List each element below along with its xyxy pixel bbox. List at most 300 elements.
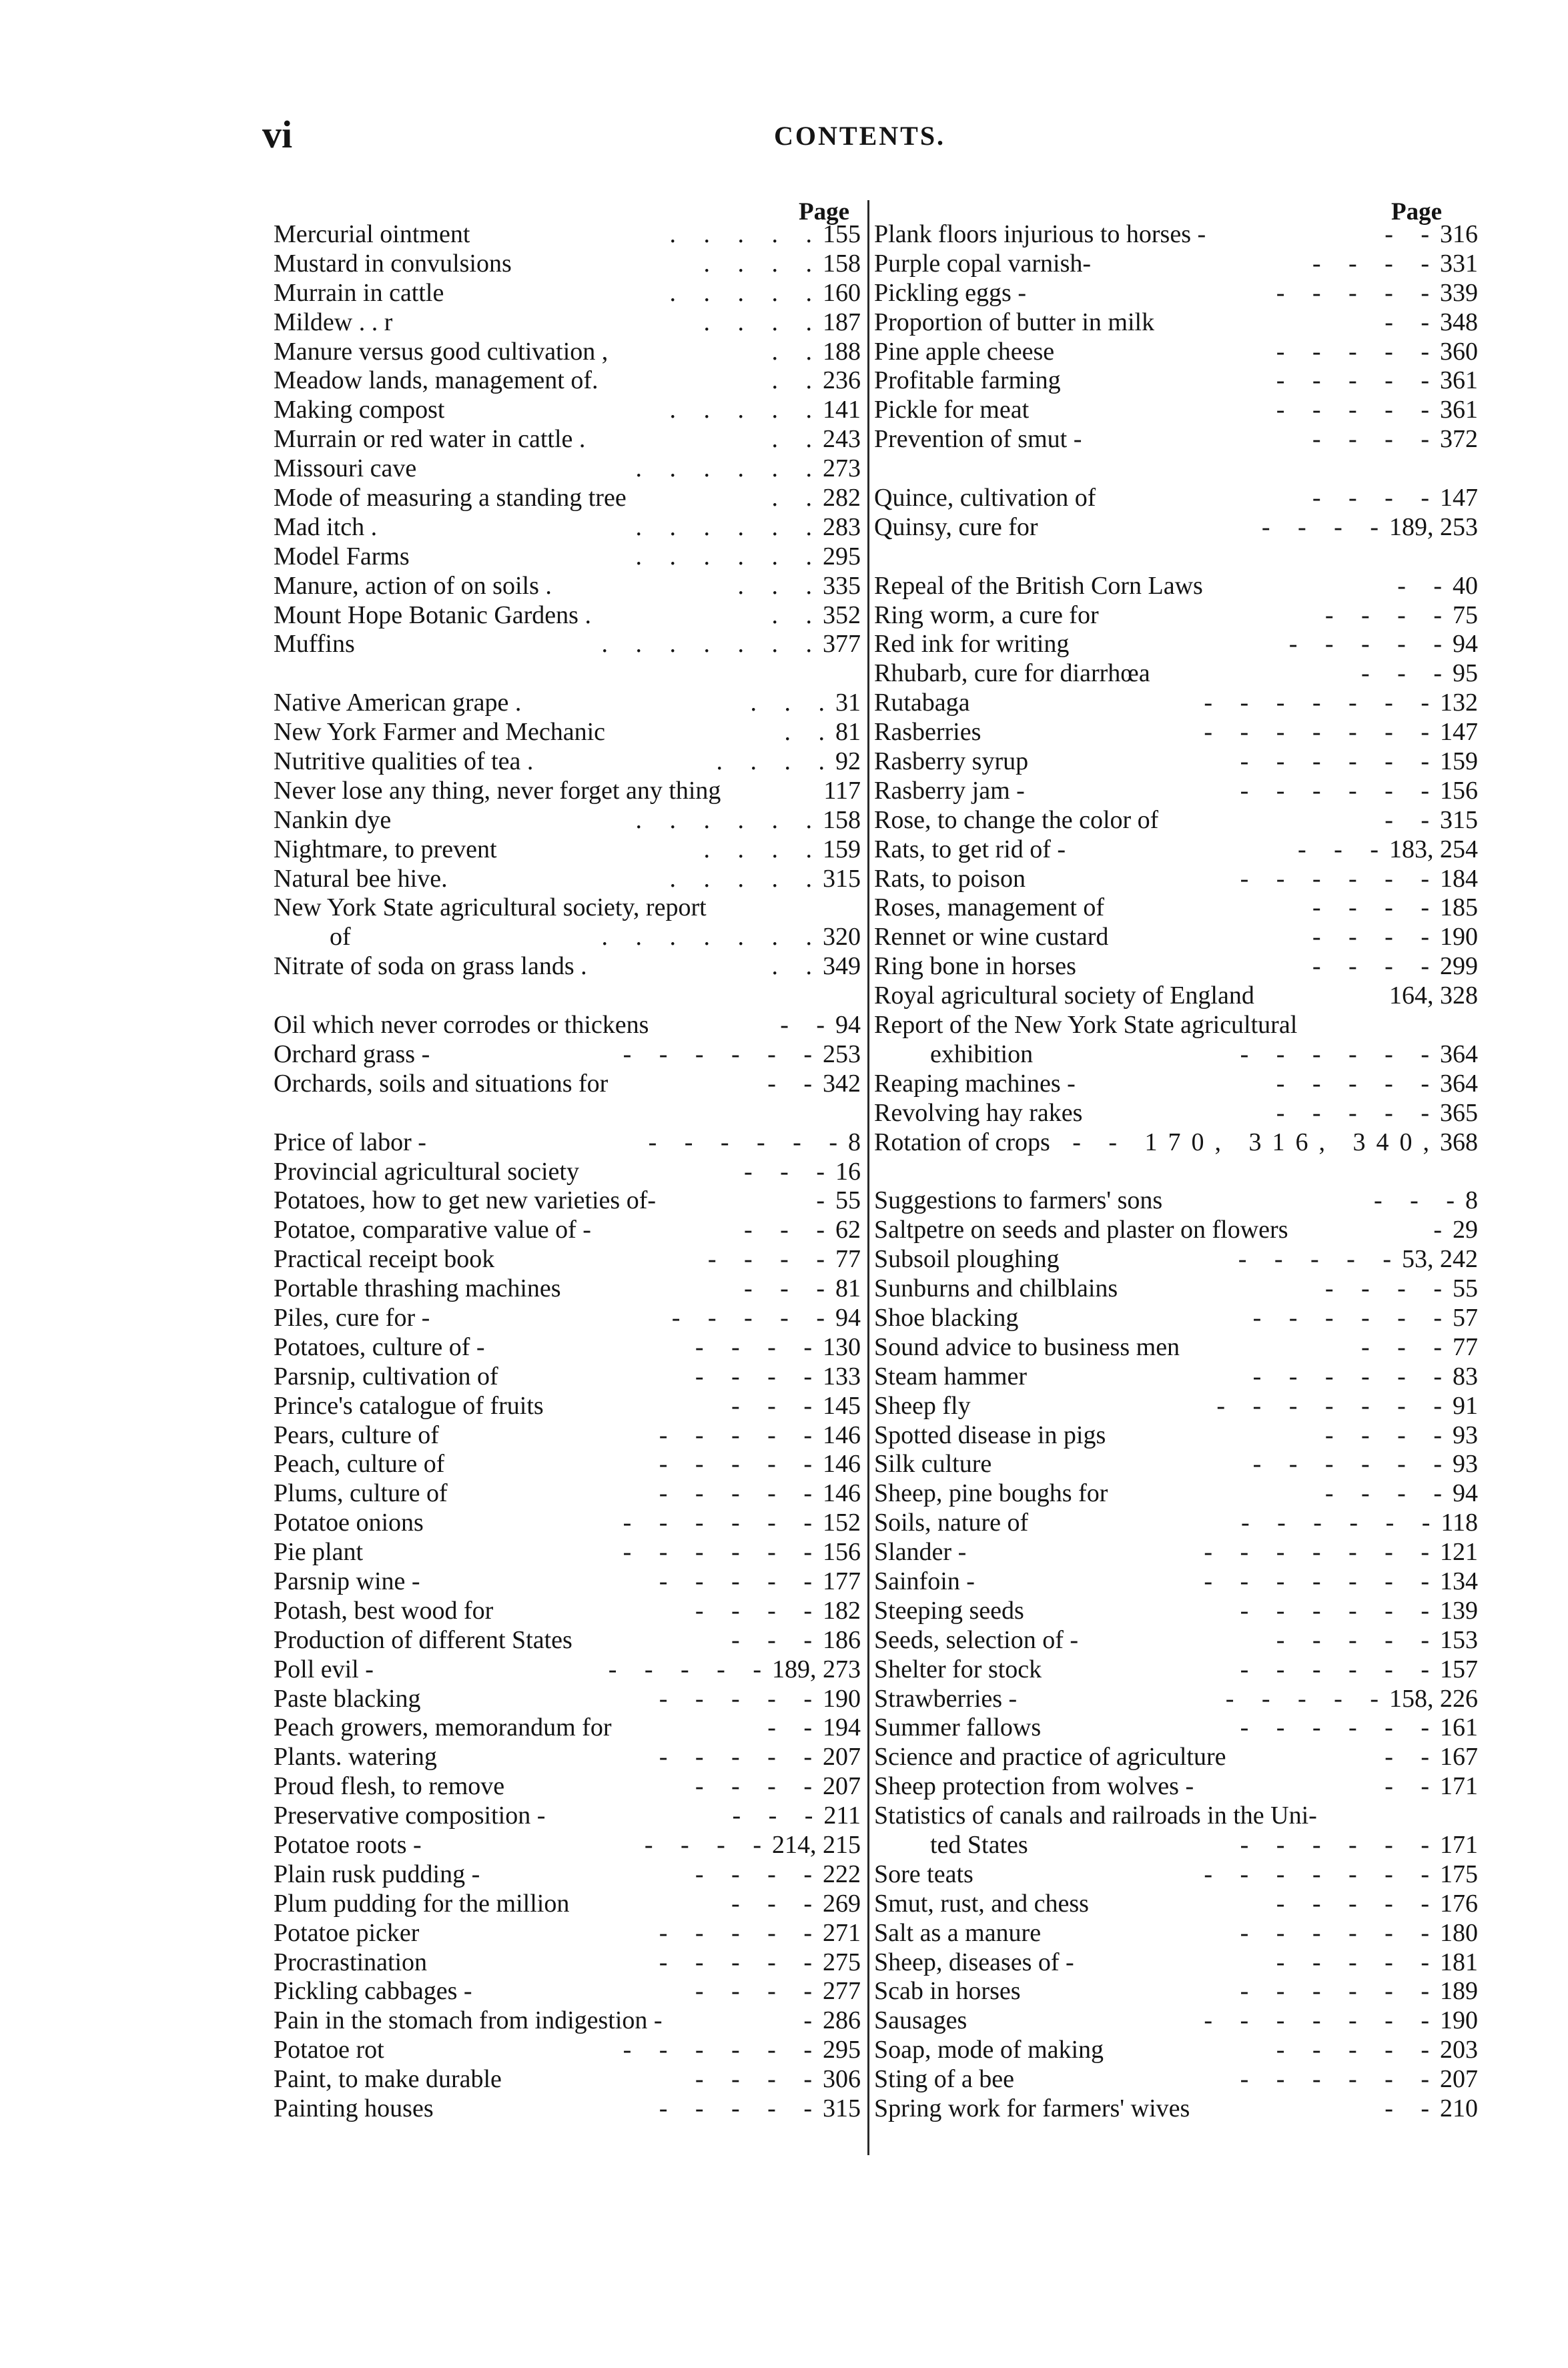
index-entry	[874, 425, 1478, 454]
entry-leader: - - - - - -	[1240, 1918, 1440, 1947]
index-entry	[274, 220, 861, 250]
index-entry	[274, 484, 861, 513]
index-entry	[874, 1011, 1478, 1040]
index-entry	[874, 279, 1478, 308]
entry-page-number: 315	[1440, 805, 1478, 834]
entry-leader: - - - - - - -	[1204, 1567, 1440, 1595]
entry-leader: - - - -	[1261, 512, 1389, 541]
index-entry	[874, 1216, 1478, 1245]
entry-label: Manure, action of on soils .	[274, 571, 552, 600]
entry-label: Making compost	[274, 396, 445, 424]
index-entry	[874, 2065, 1478, 2094]
entry-leader: - -	[1385, 805, 1440, 834]
entry-page-number: 95	[1453, 659, 1478, 688]
entry-page-number: 29	[1453, 1216, 1478, 1244]
index-entry	[874, 1186, 1478, 1216]
entry-label: Prince's catalogue of fruits	[274, 1391, 544, 1420]
index-entry	[874, 718, 1478, 747]
index-entry	[874, 2006, 1478, 2036]
entry-page-number: 282	[823, 484, 861, 512]
entry-label: Rats, to get rid of -	[874, 835, 1066, 863]
entry-label: Ring worm, a cure for	[874, 601, 1099, 629]
entry-page-number: 158	[823, 805, 861, 834]
entry-label: Mount Hope Botanic Gardens .	[274, 601, 591, 629]
entry-page-number: 315	[823, 2094, 861, 2122]
entry-label: Shelter for stock	[874, 1655, 1042, 1683]
entry-leader: - - - - - -	[623, 2036, 823, 2064]
entry-leader: - - - - -	[1225, 1684, 1389, 1713]
entry-label: Steam hammer	[874, 1362, 1027, 1391]
entry-leader: . . . .	[703, 308, 823, 336]
entry-leader: . . . . . . .	[601, 630, 823, 659]
index-entry	[874, 484, 1478, 513]
entry-page-number: 161	[1440, 1713, 1478, 1742]
entry-label: Profitable farming	[874, 366, 1061, 395]
entry-label: Summer fallows	[874, 1713, 1042, 1742]
entry-leader: - - - - -	[1276, 366, 1440, 395]
index-entry	[274, 1919, 861, 1948]
entry-leader: - - 170, 316, 340,	[1072, 1128, 1440, 1156]
index-entry	[874, 659, 1478, 689]
index-entry	[274, 1304, 861, 1333]
entry-label: Paste blacking	[274, 1684, 421, 1713]
index-entry	[874, 1333, 1478, 1362]
index-entry	[874, 513, 1478, 542]
index-entry	[874, 1362, 1478, 1392]
entry-label: Plants. watering	[274, 1743, 437, 1771]
entry-label: Subsoil ploughing	[874, 1245, 1060, 1274]
entry-leader: - - - - -	[1276, 2036, 1440, 2064]
index-entry	[874, 1948, 1478, 1978]
entry-label: Soap, mode of making	[874, 2036, 1104, 2064]
entry-label: Mode of measuring a standing tree	[274, 484, 627, 512]
entry-page-number: 211	[823, 1802, 861, 1830]
entry-page-number: 184	[1440, 864, 1478, 893]
entry-label: Parsnip, cultivation of	[274, 1362, 498, 1391]
entry-leader: - - - -	[1312, 484, 1440, 512]
entry-page-number: 253	[823, 1040, 861, 1068]
entry-leader: - - - - - -	[1240, 1040, 1440, 1068]
index-entry	[274, 1362, 861, 1392]
index-entry	[874, 1802, 1478, 1831]
index-entry	[874, 1509, 1478, 1538]
entry-label: Rasberry jam -	[874, 776, 1025, 805]
entry-leader: - -	[1385, 308, 1440, 336]
index-entry	[274, 1158, 861, 1187]
index-entry	[274, 630, 861, 659]
entry-leader: - - - -	[1312, 952, 1440, 981]
index-entry	[874, 250, 1478, 279]
entry-page-number: 360	[1440, 337, 1478, 366]
index-entry	[274, 1479, 861, 1509]
entry-page-number: 93	[1453, 1450, 1478, 1479]
entry-leader: - - - - - -	[1240, 1830, 1440, 1859]
entry-label: Reaping machines -	[874, 1069, 1076, 1098]
entry-leader: - - - - -	[1276, 1625, 1440, 1654]
entry-label: Revolving hay rakes	[874, 1098, 1083, 1127]
entry-label: Price of labor -	[274, 1128, 426, 1156]
entry-label: Plum pudding for the million	[274, 1889, 570, 1918]
entry-label: Suggestions to farmers' sons	[874, 1186, 1163, 1215]
entry-page-number: 134	[1440, 1567, 1478, 1595]
entry-label: Smut, rust, and chess	[874, 1889, 1089, 1918]
index-entry	[874, 542, 1478, 572]
entry-page-number: 167	[1440, 1743, 1478, 1771]
index-entry	[274, 1274, 861, 1304]
entry-leader: - - - - -	[671, 1303, 835, 1332]
entry-leader: - - - - -	[659, 1743, 823, 1771]
entry-page-number: 187	[823, 308, 861, 336]
entry-label: Sunburns and chilblains	[874, 1274, 1118, 1303]
entry-leader: - - - - -	[1276, 1889, 1440, 1918]
entry-label: Strawberries -	[874, 1684, 1018, 1713]
entry-page-number: 210	[1440, 2094, 1478, 2122]
entry-label: Native American grape .	[274, 689, 522, 717]
entry-label: Poll evil -	[274, 1655, 374, 1683]
entry-page-number: 190	[823, 1684, 861, 1713]
entry-leader: - - - -	[695, 1860, 823, 1888]
entry-leader: - - - - - -	[648, 1128, 848, 1156]
entry-page-number: 183, 254	[1389, 835, 1478, 863]
entry-label: Oil which never corrodes or thickens	[274, 1011, 649, 1040]
index-entry	[874, 923, 1478, 952]
entry-leader: - - - -	[695, 2065, 823, 2094]
index-entry	[874, 893, 1478, 923]
index-entry	[274, 1245, 861, 1274]
entry-page-number: 53, 242	[1402, 1245, 1478, 1274]
entry-leader: - - -	[731, 1889, 823, 1918]
entry-label: Spring work for farmers' wives	[874, 2094, 1190, 2122]
entry-leader: - - - -	[1312, 249, 1440, 278]
index-entry	[274, 2036, 861, 2065]
entry-page-number: 177	[823, 1567, 861, 1595]
index-entry	[274, 1538, 861, 1567]
index-entry	[874, 1070, 1478, 1099]
index-entry	[274, 952, 861, 981]
entry-label: Proud flesh, to remove	[274, 1772, 505, 1801]
entry-page-number: 283	[823, 512, 861, 541]
entry-leader: - - -	[744, 1216, 835, 1244]
entry-label: Rats, to poison	[874, 864, 1026, 893]
index-entry	[274, 1713, 861, 1743]
entry-leader: - - - - - -	[623, 1538, 823, 1567]
entry-label: Repeal of the British Corn Laws	[874, 571, 1203, 600]
entry-page-number: 93	[1453, 1421, 1478, 1449]
index-entry	[274, 1685, 861, 1714]
entry-page-number: 94	[835, 1303, 861, 1332]
index-entry	[874, 1597, 1478, 1626]
entry-label: Production of different States	[274, 1625, 572, 1654]
entry-leader: . . . . . . .	[601, 923, 823, 951]
index-entry	[874, 1919, 1478, 1948]
entry-leader: - - - - -	[1238, 1245, 1402, 1274]
index-entry	[874, 220, 1478, 250]
entry-label: Seeds, selection of -	[874, 1625, 1079, 1654]
index-entry	[274, 923, 861, 952]
entry-page-number: 155	[823, 220, 861, 248]
entry-leader: . . . . . .	[635, 542, 823, 570]
index-entry	[874, 338, 1478, 367]
entry-page-number: 75	[1453, 601, 1478, 629]
entry-page-number: 91	[1453, 1391, 1478, 1420]
entry-leader: . .	[771, 425, 823, 454]
entry-leader: - - - - - -	[1240, 747, 1440, 776]
entry-label: Nutritive qualities of tea .	[274, 747, 534, 776]
entry-leader: - - - - - -	[623, 1040, 823, 1068]
entry-leader: - - - -	[695, 1977, 823, 2006]
entry-leader: - -	[767, 1069, 823, 1098]
index-entry	[874, 2094, 1478, 2124]
index-entry	[274, 308, 861, 338]
index-entry	[874, 1626, 1478, 1655]
entry-label: Pickling cabbages -	[274, 1977, 472, 2006]
entry-leader: - -	[1385, 1743, 1440, 1771]
entry-page-number: 164, 328	[1389, 981, 1478, 1010]
index-entry	[874, 1274, 1478, 1304]
index-entry	[874, 1538, 1478, 1567]
entry-page-number: 145	[823, 1391, 861, 1420]
entry-label: Rhubarb, cure for diarrhœa	[874, 659, 1150, 688]
index-entry	[274, 513, 861, 542]
entry-page-number: 295	[823, 2036, 861, 2064]
entry-label: Rennet or wine custard	[874, 923, 1109, 951]
entry-leader: - - - -	[695, 1362, 823, 1391]
entry-leader: - - - - -	[1276, 396, 1440, 424]
index-entry	[874, 1479, 1478, 1509]
entry-page-number: 295	[823, 542, 861, 570]
index-entry	[874, 454, 1478, 484]
entry-label: Nightmare, to prevent	[274, 835, 497, 863]
entry-page-number: 153	[1440, 1625, 1478, 1654]
entry-page-number: 335	[823, 571, 861, 600]
entry-page-number: 117	[823, 776, 861, 805]
entry-page-number: 207	[823, 1743, 861, 1771]
entry-leader: - - - - - -	[1252, 1362, 1453, 1391]
entry-leader: - - - - - - -	[1204, 1860, 1440, 1888]
entry-leader: - - - -	[695, 1772, 823, 1801]
entry-page-number: 83	[1453, 1362, 1478, 1391]
index-entry	[874, 1685, 1478, 1714]
entry-leader: . .	[771, 337, 823, 366]
entry-leader: - - - - - -	[1240, 1596, 1440, 1625]
entry-leader: - - - -	[1324, 1479, 1453, 1508]
index-entry	[274, 1567, 861, 1597]
index-entry	[274, 1655, 861, 1685]
entry-leader: - - - - -	[659, 1450, 823, 1479]
entry-label: Potatoe rot	[274, 2036, 384, 2064]
entry-label: Pears, culture of	[274, 1421, 439, 1449]
entry-page-number: 271	[823, 1918, 861, 1947]
entry-label: Pie plant	[274, 1538, 364, 1567]
index-entry	[274, 1099, 861, 1128]
entry-leader: - - -	[1298, 835, 1389, 863]
entry-page-number: 185	[1440, 893, 1478, 922]
index-entry	[274, 1333, 861, 1362]
entry-label: Sting of a bee	[874, 2065, 1015, 2094]
entry-page-number: 377	[823, 630, 861, 659]
entry-leader: - - - - -	[659, 1684, 823, 1713]
entry-label: Slander -	[874, 1538, 967, 1567]
entry-leader: . . . . .	[669, 396, 823, 424]
entry-leader: - -	[1385, 1772, 1440, 1801]
index-entry	[274, 1802, 861, 1831]
index-entry	[274, 835, 861, 865]
entry-page-number: 159	[1440, 747, 1478, 776]
entry-label: Science and practice of agriculture	[874, 1743, 1226, 1771]
column-divider	[867, 200, 869, 2155]
entry-leader: - - - - - -	[1240, 2065, 1440, 2094]
index-entry	[274, 425, 861, 454]
entry-page-number: 8	[1465, 1186, 1478, 1215]
entry-label: Sore teats	[874, 1860, 973, 1888]
index-entry	[874, 777, 1478, 806]
index-entry	[874, 835, 1478, 865]
entry-label: Manure versus good cultivation ,	[274, 337, 609, 366]
entry-page-number: 8	[848, 1128, 861, 1156]
entry-page-number: 121	[1440, 1538, 1478, 1567]
entry-page-number: 372	[1440, 425, 1478, 454]
index-entry	[274, 2094, 861, 2124]
entry-page-number: 139	[1440, 1596, 1478, 1625]
index-entry	[274, 338, 861, 367]
entry-page-number: 62	[835, 1216, 861, 1244]
entry-page-number: 156	[823, 1538, 861, 1567]
page-title: CONTENTS.	[774, 121, 946, 151]
entry-page-number: 243	[823, 425, 861, 454]
entry-label: New York Farmer and Mechanic	[274, 718, 606, 747]
entry-label: Quinsy, cure for	[874, 512, 1038, 541]
entry-leader: . . . .	[716, 747, 835, 776]
entry-leader: - - - - -	[1276, 337, 1440, 366]
entry-label: Salt as a manure	[874, 1918, 1042, 1947]
entry-label: Peach, culture of	[274, 1450, 445, 1479]
entry-label: Rutabaga	[874, 689, 970, 717]
entry-label: Potatoe, comparative value of -	[274, 1216, 591, 1244]
entry-leader: - - - - -	[1276, 278, 1440, 307]
entry-leader: - - - -	[1312, 923, 1440, 951]
entry-leader: . .	[771, 952, 823, 981]
entry-leader: - - - - - -	[1240, 1655, 1440, 1683]
entry-label: Sheep, diseases of -	[874, 1948, 1074, 1976]
entry-leader: . . . . . .	[635, 805, 823, 834]
entry-label: Proportion of butter in milk	[874, 308, 1155, 336]
index-entry	[874, 747, 1478, 777]
index-entry	[874, 1421, 1478, 1451]
entry-label: Mercurial ointment	[274, 220, 470, 248]
entry-page-number: 320	[823, 923, 861, 951]
entry-label: Royal agricultural society of England	[874, 981, 1254, 1010]
index-entry	[274, 1216, 861, 1245]
left-page-column-header: Page	[799, 198, 850, 226]
entry-leader: - - - - -	[659, 1918, 823, 1947]
entry-page-number: 190	[1440, 923, 1478, 951]
entry-label: Scab in horses	[874, 1977, 1021, 2006]
entry-label: Steeping seeds	[874, 1596, 1024, 1625]
entry-leader: - - -	[731, 1391, 823, 1420]
entry-leader: - - - -	[1324, 1421, 1453, 1449]
entry-page-number: 222	[823, 1860, 861, 1888]
entry-page-number: 152	[823, 1509, 861, 1537]
entry-page-number: 57	[1453, 1303, 1478, 1332]
index-entry	[274, 865, 861, 894]
entry-page-number: 275	[823, 1948, 861, 1976]
entry-leader: - - - - - - -	[1204, 2006, 1440, 2035]
entry-leader: - - - - - - -	[1216, 1391, 1453, 1420]
index-entry	[274, 542, 861, 572]
entry-leader: - - - - - -	[1240, 1509, 1441, 1537]
entry-page-number: 55	[1453, 1274, 1478, 1303]
entry-page-number: 190	[1440, 2006, 1478, 2035]
entry-leader: - - - - - - -	[1204, 1538, 1440, 1567]
entry-page-number: 158, 226	[1389, 1684, 1478, 1713]
entry-leader: - - -	[1361, 1332, 1453, 1361]
entry-page-number: 306	[823, 2065, 861, 2094]
entry-label: Preservative composition -	[274, 1802, 546, 1830]
entry-label: Report of the New York State agricultural	[874, 1011, 1298, 1040]
entry-leader: -	[1433, 1216, 1453, 1244]
entry-leader: . . . . .	[669, 278, 823, 307]
entry-page-number: 203	[1440, 2036, 1478, 2064]
index-entry	[274, 1040, 861, 1070]
entry-leader: - - - -	[1312, 893, 1440, 922]
entry-leader: . . . . . .	[635, 454, 823, 483]
entry-label: Pine apple cheese	[874, 337, 1055, 366]
index-entry	[874, 1713, 1478, 1743]
entry-page-number: 182	[823, 1596, 861, 1625]
entry-label: Sainfoin -	[874, 1567, 975, 1595]
index-entry	[274, 601, 861, 631]
entry-leader: . . .	[750, 689, 835, 717]
entry-leader: - - - -	[695, 1596, 823, 1625]
entry-page-number: 146	[823, 1479, 861, 1508]
entry-leader: - - - -	[1312, 425, 1440, 454]
entry-label: Parsnip wine -	[274, 1567, 420, 1595]
index-entry	[274, 659, 861, 689]
index-entry	[874, 1245, 1478, 1274]
index-entry	[874, 308, 1478, 338]
entry-page-number: 81	[835, 718, 861, 747]
entry-page-number: 207	[1440, 2065, 1478, 2094]
index-entry	[274, 250, 861, 279]
index-entry	[274, 981, 861, 1011]
entry-page-number: 160	[823, 278, 861, 307]
entry-leader: - - - - - -	[623, 1509, 823, 1537]
entry-label: Potatoes, how to get new varieties of-	[274, 1186, 657, 1215]
index-entry	[274, 1070, 861, 1099]
entry-leader: - - - - -	[659, 1421, 823, 1449]
entry-leader: - - -	[744, 1274, 835, 1303]
entry-page-number: 94	[1453, 1479, 1478, 1508]
entry-page-number: 171	[1440, 1830, 1478, 1859]
entry-leader: . . . . .	[669, 220, 823, 248]
entry-leader: - - - -	[1324, 1274, 1453, 1303]
index-entry	[274, 689, 861, 718]
entry-page-number: 159	[823, 835, 861, 863]
entry-page-number: 342	[823, 1069, 861, 1098]
entry-page-number: 277	[823, 1977, 861, 2006]
entry-leader: - - -	[1374, 1186, 1465, 1215]
entry-leader: -	[803, 2006, 823, 2035]
entry-label: Mildew . . r	[274, 308, 393, 336]
entry-page-number: 299	[1440, 952, 1478, 981]
entry-page-number: 368	[1440, 1128, 1478, 1156]
entry-label: Rose, to change the color of	[874, 805, 1159, 834]
entry-page-number: 214, 215	[772, 1830, 861, 1859]
entry-label: Potatoes, culture of -	[274, 1332, 485, 1361]
entry-page-number: 77	[1453, 1332, 1478, 1361]
index-entry	[874, 1099, 1478, 1128]
entry-label: Rasberries	[874, 718, 982, 747]
